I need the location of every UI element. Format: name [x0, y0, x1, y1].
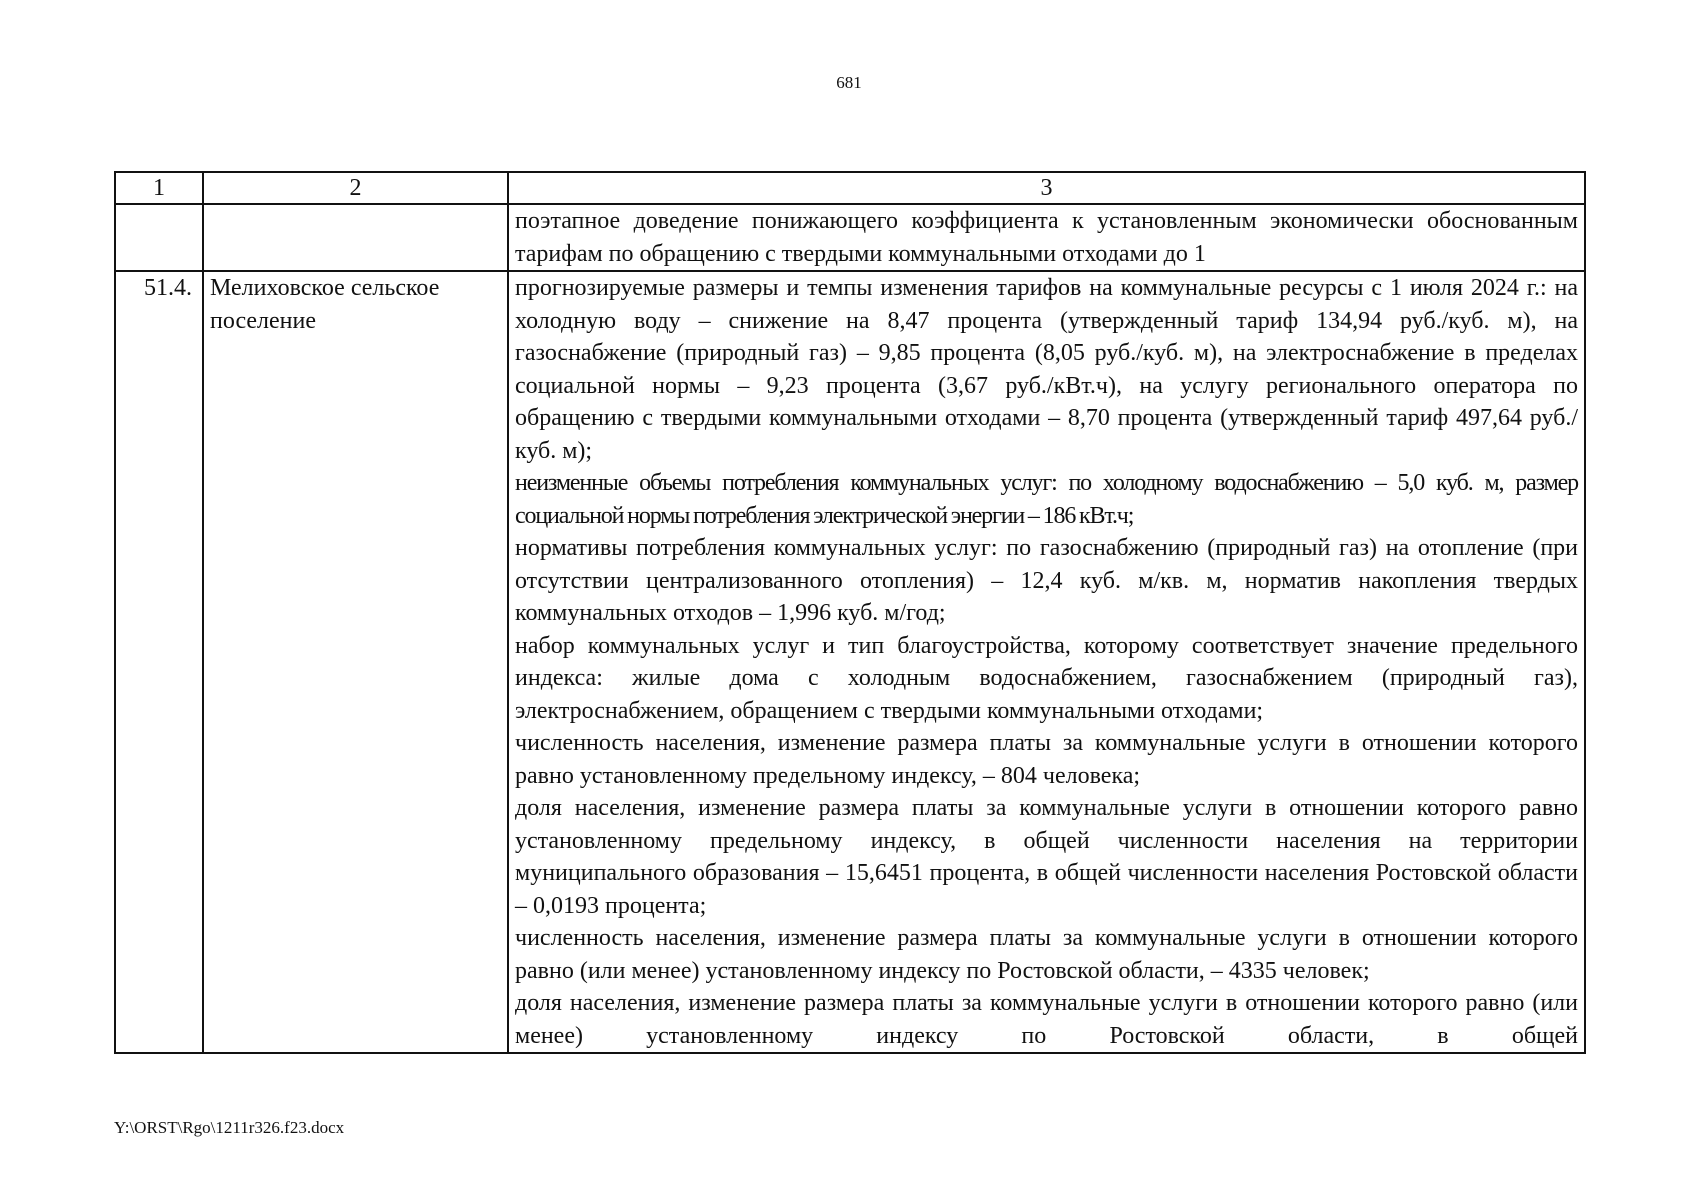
- content-paragraph: доля населения, изменение размера платы за коммунальные услуги в отношении которого равно (или менее) установленному индексу по Ростовской области, в общей: [515, 990, 1578, 1049]
- settlement-name-cell: Мелиховское сельское поселение: [203, 271, 508, 1053]
- settlement-name-cell: [203, 204, 508, 271]
- column-header-2: 2: [203, 172, 508, 204]
- row-number-cell: 51.4.: [115, 271, 203, 1053]
- column-header-1: 1: [115, 172, 203, 204]
- content-paragraph: нормативы потребления коммунальных услуг: по газоснабжению (природный газ) на отопление (при отсутствии централизованного отопления) – 12,4 куб. м/кв. м, норматив накопления твердых коммунальных отходов – 1,996 куб. м/год;: [515, 535, 1578, 626]
- column-header-3: 3: [508, 172, 1585, 204]
- table-row-51-4: [115, 271, 1585, 1053]
- page-number: 681: [836, 73, 862, 92]
- table-row-continuation: [115, 204, 1585, 271]
- content-paragraph: прогнозируемые размеры и темпы изменения тарифов на коммунальные ресурсы с 1 июля 2024 г.: на холодную воду – снижение на 8,47 процента (утвержденный тариф 134,94 руб./куб. м), на газоснабжение (природный газ) – 9,85 процента (8,05 руб./куб. м), на электроснабжение в пределах социальной нормы – 9,23 процента (3,67 руб./кВт.ч), на услугу регионального оператора по обращению с твердыми коммунальными отходами – 8,70 процента (утвержденный тариф 497,64 руб./куб. м);: [515, 275, 1578, 464]
- content-cell: [508, 271, 1585, 1053]
- content-paragraph: численность населения, изменение размера платы за коммунальные услуги в отношении которого равно установленному предельному индексу, – 804 человека;: [515, 730, 1578, 789]
- content-paragraph: доля населения, изменение размера платы за коммунальные услуги в отношении которого равно установленному предельному индексу, в общей численности населения на территории муниципального образования – 15,6451 процента, в общей численности населения Ростовской области – 0,0193 процента;: [515, 795, 1578, 919]
- content-paragraph: численность населения, изменение размера платы за коммунальные услуги в отношении которого равно (или менее) установленному индексу по Ростовской области, – 4335 человек;: [515, 925, 1578, 984]
- content-cell: [508, 204, 1585, 271]
- content-paragraph: неизменные объемы потребления коммунальных услуг: по холодному водоснабжению – 5,0 куб. м, размер социальной нормы потребления электрической энергии – 186 кВт.ч;: [515, 470, 1578, 529]
- table-header-row: [115, 172, 1585, 204]
- row-number-cell: [115, 204, 203, 271]
- file-path-footer: Y:\ORST\Rgo\1211r326.f23.docx: [114, 1118, 345, 1137]
- tariff-table: [114, 171, 1586, 1054]
- content-paragraph: набор коммунальных услуг и тип благоустройства, которому соответствует значение предельного индекса: жилые дома с холодным водоснабжением, газоснабжением (природный газ), электроснабжением, обращением с твердыми коммунальными отходами;: [515, 632, 1578, 724]
- content-paragraph: поэтапное доведение понижающего коэффициента к установленным экономически обоснованным тарифам по обращению с твердыми коммунальными отходами до 1: [515, 208, 1578, 267]
